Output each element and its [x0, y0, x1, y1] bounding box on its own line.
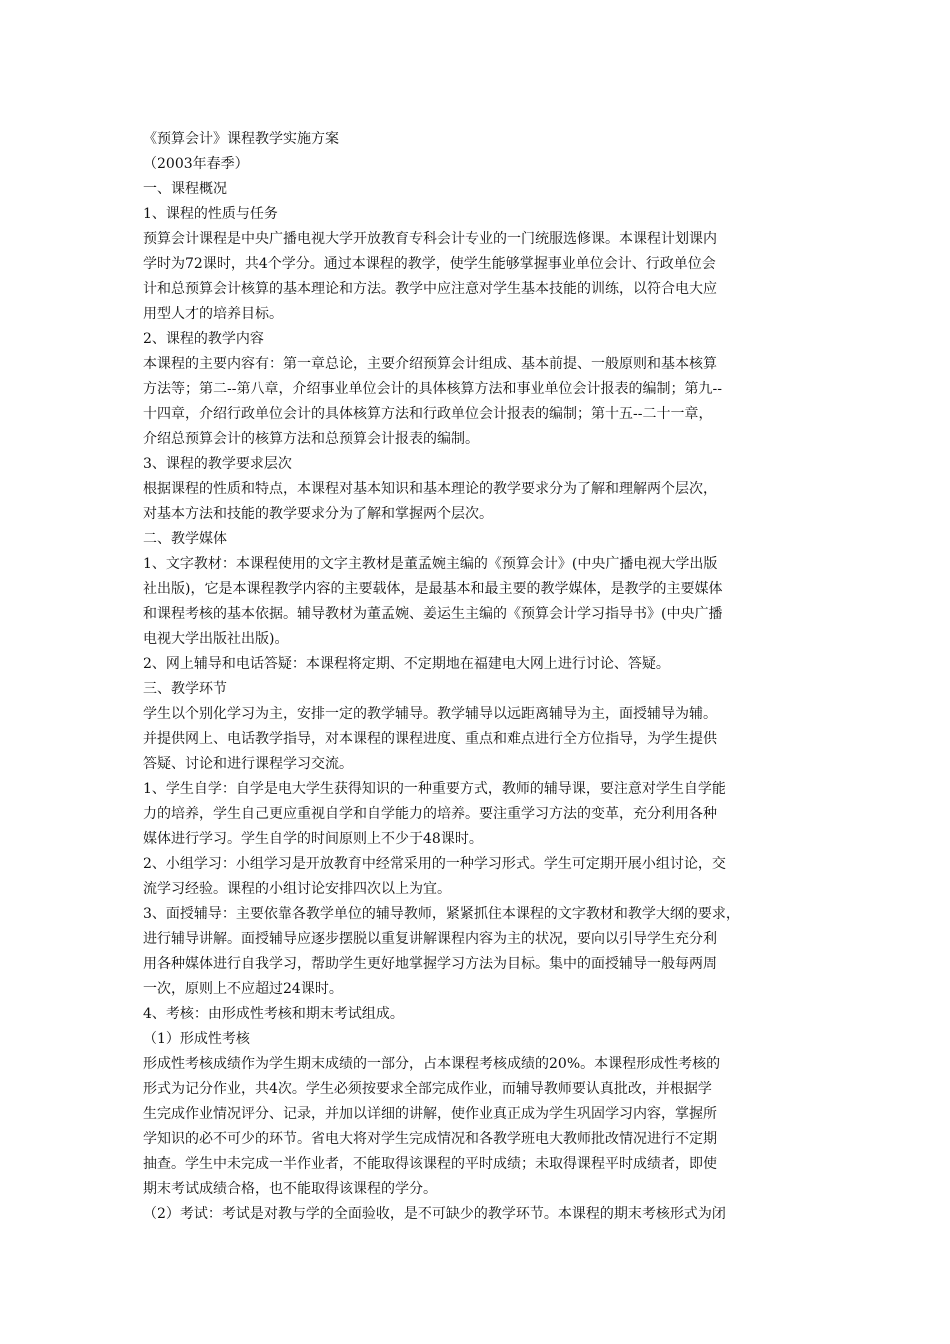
text-line: （1）形成性考核 — [143, 1031, 250, 1047]
text-line: 答疑、讨论和进行课程学习交流。 — [143, 756, 353, 772]
text-line: 力的培养，学生自己更应重视自学和自学能力的培养。要注重学习方法的变革，充分利用各种 — [143, 806, 717, 822]
text-line: 用各种媒体进行自我学习，帮助学生更好地掌握学习方法为目标。集中的面授辅导一般每两周 — [143, 956, 717, 972]
text-line: 形成性考核成绩作为学生期末成绩的一部分，占本课程考核成绩的20%。本课程形成性考核的 — [143, 1056, 721, 1072]
text-line: 介绍总预算会计的核算方法和总预算会计报表的编制。 — [143, 431, 479, 447]
text-line: 形式为记分作业，共4次。学生必须按要求全部完成作业，而辅导教师要认真批改，并根据学 — [143, 1081, 712, 1097]
text-line: 4、考核：由形成性考核和期末考试组成。 — [143, 1006, 404, 1022]
text-line: 本课程的主要内容有：第一章总论，主要介绍预算会计组成、基本前提、一般原则和基本核算 — [143, 356, 717, 372]
text-line: 和课程考核的基本依据。辅导教材为董孟婉、姜运生主编的《预算会计学习指导书》(中央广播 — [143, 606, 723, 622]
text-line: 抽查。学生中未完成一半作业者，不能取得该课程的平时成绩；未取得课程平时成绩者，即使 — [143, 1156, 717, 1172]
text-line: 期末考试成绩合格，也不能取得该课程的学分。 — [143, 1181, 437, 1197]
text-line: 一次，原则上不应超过24课时。 — [143, 981, 343, 997]
text-line: 1、课程的性质与任务 — [143, 206, 278, 222]
text-line: 三、教学环节 — [143, 681, 227, 697]
text-line: 2、小组学习：小组学习是开放教育中经常采用的一种学习形式。学生可定期开展小组讨论，交 — [143, 856, 726, 872]
text-line: 2、网上辅导和电话答疑：本课程将定期、不定期地在福建电大网上进行讨论、答疑。 — [143, 656, 670, 672]
text-line: 3、面授辅导：主要依靠各教学单位的辅导教师，紧紧抓住本课程的文字教材和教学大纲的要求， — [143, 906, 740, 922]
text-line: 社出版)，它是本课程教学内容的主要载体，是最基本和最主要的教学媒体，是教学的主要媒体 — [143, 581, 723, 597]
text-line: 2、课程的教学内容 — [143, 331, 264, 347]
text-line: 方法等；第二--第八章，介绍事业单位会计的具体核算方法和事业单位会计报表的编制；第九-- — [143, 381, 722, 397]
text-line: 计和总预算会计核算的基本理论和方法。教学中应注意对学生基本技能的训练，以符合电大应 — [143, 281, 717, 297]
document-body — [143, 127, 819, 1227]
text-line: 学知识的必不可少的环节。省电大将对学生完成情况和各教学班电大教师批改情况进行不定期 — [143, 1131, 717, 1147]
text-line: 1、文字教材：本课程使用的文字主教材是董孟婉主编的《预算会计》(中央广播电视大学出版 — [143, 556, 718, 572]
text-line: 媒体进行学习。学生自学的时间原则上不少于48课时。 — [143, 831, 483, 847]
text-line: 二、教学媒体 — [143, 531, 227, 547]
text-line: 对基本方法和技能的教学要求分为了解和掌握两个层次。 — [143, 506, 493, 522]
text-line: 根据课程的性质和特点，本课程对基本知识和基本理论的教学要求分为了解和理解两个层次， — [143, 481, 717, 497]
text-line: 学时为72课时，共4个学分。通过本课程的教学，使学生能够掌握事业单位会计、行政单位会 — [143, 256, 716, 272]
text-line: 学生以个别化学习为主，安排一定的教学辅导。教学辅导以远距离辅导为主，面授辅导为辅。 — [143, 706, 717, 722]
text-line: 流学习经验。课程的小组讨论安排四次以上为宜。 — [143, 881, 451, 897]
text-line: 十四章，介绍行政单位会计的具体核算方法和行政单位会计报表的编制；第十五--二十一章， — [143, 406, 713, 422]
text-line: 用型人才的培养目标。 — [143, 306, 283, 322]
text-line: （2003年春季） — [143, 156, 249, 172]
text-line: 预算会计课程是中央广播电视大学开放教育专科会计专业的一门统服选修课。本课程计划课内 — [143, 231, 717, 247]
text-line: 1、学生自学：自学是电大学生获得知识的一种重要方式，教师的辅导课，要注意对学生自学能 — [143, 781, 726, 797]
text-line: （2）考试：考试是对教与学的全面验收，是不可缺少的教学环节。本课程的期末考核形式为闭 — [143, 1206, 726, 1222]
text-line: 生完成作业情况评分、记录，并加以详细的讲解，使作业真正成为学生巩固学习内容，掌握所 — [143, 1106, 717, 1122]
text-line: 电视大学出版社出版)。 — [143, 631, 289, 647]
text-line: 进行辅导讲解。面授辅导应逐步摆脱以重复讲解课程内容为主的状况，要向以引导学生充分利 — [143, 931, 717, 947]
document-title: 《预算会计》课程教学实施方案 — [143, 131, 339, 147]
text-line: 3、课程的教学要求层次 — [143, 456, 292, 472]
text-line: 一、课程概况 — [143, 181, 227, 197]
text-line: 并提供网上、电话教学指导，对本课程的课程进度、重点和难点进行全方位指导，为学生提供 — [143, 731, 717, 747]
